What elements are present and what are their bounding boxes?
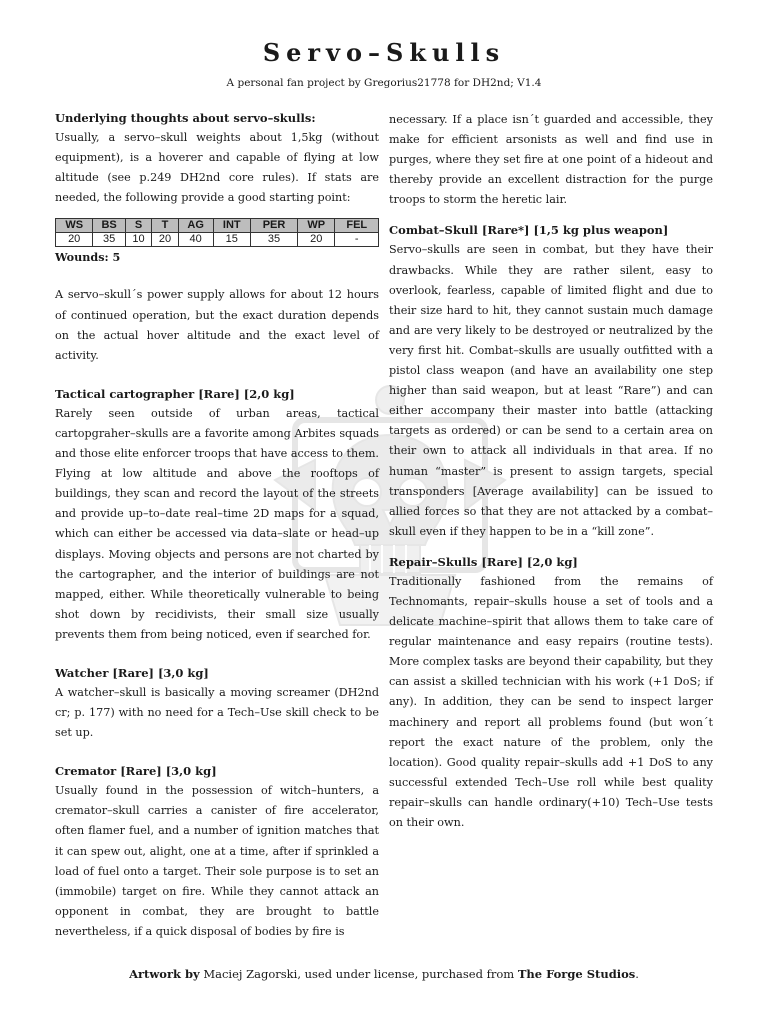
- stats-value-cell: 35: [93, 233, 125, 247]
- stats-value-cell: 10: [125, 233, 151, 247]
- watcher-text: A watcher–skull is basically a moving screamer (DH2nd cr; p. 177) with no need for a Tech–Use skill check to be set up.: [55, 685, 379, 740]
- stats-value-cell: 20: [152, 233, 178, 247]
- tactical-cartographer-heading: Tactical cartographer [Rare] [2,0 kg]: [55, 386, 295, 401]
- left-column: [55, 108, 379, 942]
- stats-header-cell: WS: [56, 219, 93, 233]
- stats-header-cell: FEL: [335, 219, 379, 233]
- page-subtitle: A personal fan project by Gregorius21778 for DH2nd; V1.4: [226, 77, 542, 89]
- tactical-cartographer-text: Rarely seen outside of urban areas, tactical cartopgraher–skulls are a favorite among Arbites squads and those elite enforcer troops that have access to them. Flying at low altitude and above the rooftops of buildings, they scan and record the layout of the streets and provide up–to–date real–time 2D maps for a squad, which can either be accessed via data–slate or head–up displays. Moving objects and persons are not charted by the cartographer, and the interior of buildings are not mapped, either. While theoretically vulnerable to being shot down by recidivists, their small size usually prevents them from being noticed, even if searched for.: [55, 406, 379, 641]
- stats-header-cell: INT: [213, 219, 250, 233]
- watcher-heading: Watcher [Rare] [3,0 kg]: [55, 665, 209, 680]
- stats-table: [55, 218, 379, 247]
- right-column: [389, 110, 713, 833]
- stats-header-row: [56, 219, 379, 233]
- combat-skull-text: Servo–skulls are seen in combat, but they have their drawbacks. While they are rather silent, easy to overlook, fearless, capable of limited flight and due to their size hard to hit, they cannot sustain much damage and are very likely to be destroyed or neutralized by the very first hit. Combat–skulls are usually outfitted with a pistol class weapon (and have an availability one step higher than said weapon, but at least “Rare”) and can either accompany their master into battle (attacking targets as ordered) or can be send to a certain area on their own to attack all individuals in that area. If no human “master” is present to assign targets, special transponders [Average availability] can be issued to allied forces so that they are not attacked by a combat–skull even if they happen to be in a “kill zone”.: [389, 243, 713, 538]
- credit-end: .: [635, 967, 639, 981]
- stats-value-cell: 40: [178, 233, 213, 247]
- repair-skull-text: Traditionally fashioned from the remains of Technomants, repair–skulls house a set of tools and a delicate machine–spirit that allows them to take care of regular maintenance and easy repairs (routine tests). More complex tasks are beyond their capability, but they can assist a skilled technician with his work (+1 DoS; if any). In addition, they can be send to inspect larger machinery and report all problems found (but won´t report the exact nature of the problem, only the location). Good quality repair–skulls add +1 DoS to any successful extended Tech–Use roll while best quality repair–skulls can handle ordinary(+10) Tech–Use tests on their own.: [389, 574, 713, 829]
- stats-header-cell: AG: [178, 219, 213, 233]
- cremator-text: Usually found in the possession of witch–hunters, a cremator–skull carries a canister of fire accelerator, often flamer fuel, and a number of ignition matches that it can spew out, alight, one at a time, after if sprinkled a load of fuel onto a target. Their sole purpose is to set an (immobile) target on fire. While they cannot attack an opponent in combat, they are brought to battle nevertheless, if a quick disposal of bodies by fire is: [55, 784, 379, 938]
- artist-credit-text: Maciej Zagorski, used under license, purchased from: [199, 967, 518, 981]
- stats-value-row: [56, 233, 379, 247]
- artwork-credit: [0, 967, 768, 981]
- intro-text: Usually, a servo–skull weights about 1,5kg (without equipment), is a hoverer and capable of flying at low altitude (see p.249 DH2nd core rules). If stats are needed, the following provide a good starting point:: [55, 131, 379, 205]
- stats-value-cell: -: [335, 233, 379, 247]
- power-supply-text: A servo–skull´s power supply allows for about 12 hours of continued operation, but the exact duration depends on the actual hover altitude and the exact level of activity.: [55, 288, 379, 362]
- repair-skull-heading: Repair–Skulls [Rare] [2,0 kg]: [389, 554, 578, 569]
- cremator-heading: Cremator [Rare] [3,0 kg]: [55, 764, 217, 779]
- studio-name: The Forge Studios: [517, 967, 636, 981]
- wounds-text: Wounds: 5: [55, 250, 121, 265]
- stats-value-cell: 15: [213, 233, 250, 247]
- stats-value-cell: 35: [250, 233, 297, 247]
- stats-header-cell: WP: [298, 219, 335, 233]
- combat-skull-heading: Combat–Skull [Rare*] [1,5 kg plus weapon]: [389, 223, 669, 238]
- stats-value-cell: 20: [298, 233, 335, 247]
- cremator-text-continued: necessary. If a place isn´t guarded and accessible, they make for efficient arsonists as well and find use in purges, where they set fire at one point of a hideout and thereby provide an excellent distraction for the purge troops to storm the heretic lair.: [389, 113, 713, 207]
- stats-header-cell: PER: [250, 219, 297, 233]
- stats-value-cell: 20: [56, 233, 93, 247]
- stats-header-cell: T: [152, 219, 178, 233]
- stats-header-cell: S: [125, 219, 151, 233]
- page-title: Servo–Skulls: [262, 38, 506, 67]
- intro-heading: Underlying thoughts about servo–skulls:: [55, 111, 316, 125]
- stats-header-cell: BS: [93, 219, 125, 233]
- artwork-label: Artwork by: [129, 967, 200, 981]
